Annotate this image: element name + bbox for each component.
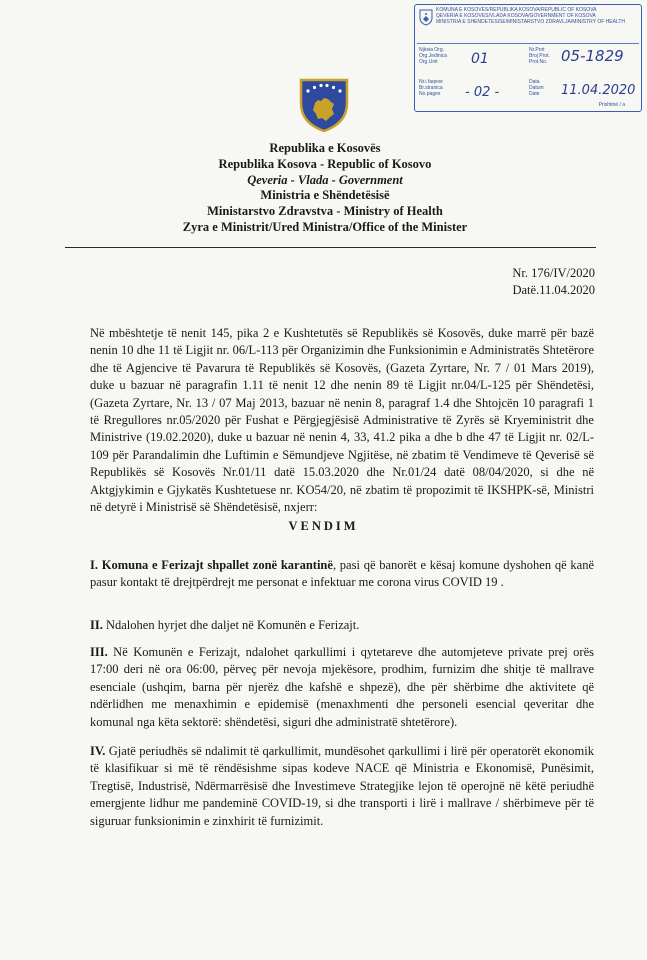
stamp-label: Broj Prot. (529, 53, 550, 60)
stamp-footer: Prishtinë / a (598, 102, 625, 108)
coat-of-arms-icon (298, 77, 350, 133)
stamp-label: Date (529, 91, 540, 98)
section-4-text: Gjatë periudhës së ndalimit të qarkullimit, mundësohet qarkullimi i lirë për operatorët ekonomik të klasifikuar si më të rëndësishme sipas kodeve NACE që Ministria e Ekonomisë, Punësimit, Tregtisë, Industrisë, Ndërmarrësisë dhe Investimeve Strategjike lejon të operojnë në këtë periudhë emergjente lidhur me pandeminë COVID-19, si dhe transporti i lirë i mallrave / shërbimeve për të siguruar funksionimin e zinxhirit të furnizimit. (90, 744, 594, 828)
stamp-header-line: QEVERIA E KOSOVËS/VLADA KOSOVA/GOVERNMENT OF KOSOVA (436, 13, 596, 19)
stamp-divider (417, 43, 639, 44)
section-3-heading: III. (90, 645, 108, 659)
stamp-label: Datum (529, 85, 544, 92)
section-1 (90, 557, 594, 592)
stamp-labels-pages (419, 79, 443, 98)
decision-title: VENDIM (288, 519, 359, 533)
document-reference (512, 265, 595, 299)
stamp-header-line: MINISTRIA E SHËNDETËSISË/MINISTARSTVO ZDRAVLJA/MINISTRY OF HEALTH (436, 19, 626, 25)
stamp-labels-date (529, 79, 544, 98)
stamp-label: Nr.Prot (529, 47, 545, 53)
section-1-heading: I. Komuna e Ferizajt shpallet zonë karantinë (90, 558, 333, 572)
stamp-label: Org.Jedinica (419, 53, 448, 60)
stamp-label: Prot.No. (529, 59, 548, 66)
header-line-ministry-sq: Ministria e Shëndetësisë (260, 188, 390, 203)
header-line-republic-sq: Republika e Kosovës (269, 141, 381, 155)
stamp-label: No.pages (419, 91, 441, 98)
header-divider (65, 247, 596, 248)
preamble-paragraph: Në mbështetje të nenit 145, pika 2 e Kushtetutës së Republikës së Kosovës, duke marrë për bazë nenin 10 dhe 11 të Ligjit nr. 06/L-113 për Organizimin dhe Funksionimin e Administratës Shtetërore dhe të Agjencive të Pavarura të Republikës së Kosovës, (Gazeta Zyrtare, Nr. 7 / 01 Mars 2019), duke u bazuar në paragrafin 1.11 të nenit 12 dhe nenin 89 të Ligjit nr.04/L-125 për Shëndetësi, (Gazeta Zyrtare, Nr. 13 / 07 Maj 2013, bazuar në nenin 8, paragraf 1.4 dhe Shtojcën 10 paragrafi 1 të Rregullores nr.05/2020 për Fushat e Përgjegjësisë Administrative të Zyrës së Kryeministrit dhe Ministrive (19.02.2020), duke u bazuar në nenin 4, 33, 41.2 pika a dhe b dhe 47 të Ligjit nr. 02/L-109 për Parandalimin dhe Luftimin e Sëmundjeve Ngjitëse, në zbatim të Vendimeve të Qeverisë së Republikës së Kosovës Nr.01/11 datë 15.03.2020 dhe Nr.01/24 datë 08/04/2020, si dhe në Aktgjykimin e Gjykatës Kushtetuese nr. KO54/20, në zbatim të propozimit të IKSHPK-së, Ministri në detyrë i Ministrisë së Shëndetësisë, nxjerr: (90, 326, 594, 515)
section-2 (90, 617, 594, 634)
stamp-handwritten-prot: 05-1829 (561, 47, 624, 65)
stamp-label: Nr.i faqeve (419, 79, 443, 85)
section-4-heading: IV. (90, 744, 106, 758)
section-1-text: , pasi që banorët e kësaj komune dyshohen që kanë pasur kontakt të drejtpërdrejt me personat e infektuar me corona virus COVID 19 . (90, 558, 594, 590)
header-line-ministry: Ministarstvo Zdravstva - Ministry of Health (207, 204, 443, 219)
section-3-text: Në Komunën e Ferizajt, ndalohet qarkullimi i qytetareve dhe automjeteve private prej orës 17:00 deri në ora 06:00, përveç për nevoja mjekësore, prodhim, furnizim dhe shitje të mallrave esenciale (ushqim, barna për njerëz dhe kafshë e shpezë), dhe për shërbime dhe aktivitete që ndërlidhen me menaxhimin e epidemisë (menaxhmenti dhe personeli esencial qeveritar dhe komunal nga këta sektorë: shëndetësi, siguri dhe administratë shtetërore). (90, 645, 594, 729)
stamp-handwritten-date: 11.04.2020 (561, 83, 636, 98)
header-line-republic: Republika Kosova - Republic of Kosovo (218, 156, 432, 171)
section-2-text: Ndalohen hyrjet dhe daljet në Komunën e Ferizajt. (102, 618, 360, 632)
section-2-heading: II. (90, 618, 103, 632)
stamp-label: Njësia Org. (419, 47, 445, 53)
registration-stamp (414, 4, 642, 112)
stamp-label: Data (529, 79, 540, 85)
section-3 (90, 644, 594, 731)
stamp-labels-org (419, 47, 447, 66)
header-line-government: Qeveria - Vlada - Government (247, 172, 403, 187)
reference-date: Datë.11.04.2020 (512, 283, 595, 297)
section-4 (90, 743, 594, 830)
reference-number: Nr. 176/IV/2020 (512, 266, 595, 280)
stamp-label: Br.stranica (419, 85, 443, 92)
stamp-header (436, 7, 639, 25)
header-line-office: Zyra e Ministrit/Ured Ministra/Office of the Minister (182, 219, 468, 234)
stamp-handwritten-pages: - 02 - (465, 85, 500, 100)
stamp-labels-prot (529, 47, 550, 66)
letterhead (60, 141, 590, 236)
stamp-handwritten-org: 01 (471, 51, 489, 67)
stamp-emblem-icon (418, 8, 434, 26)
stamp-header-line: KOMUNA E KOSOVËS/REPUBLIKA KOSOVA/REPUBLIC OF KOSOVA (436, 7, 597, 13)
stamp-label: Org.Unit (419, 59, 438, 66)
